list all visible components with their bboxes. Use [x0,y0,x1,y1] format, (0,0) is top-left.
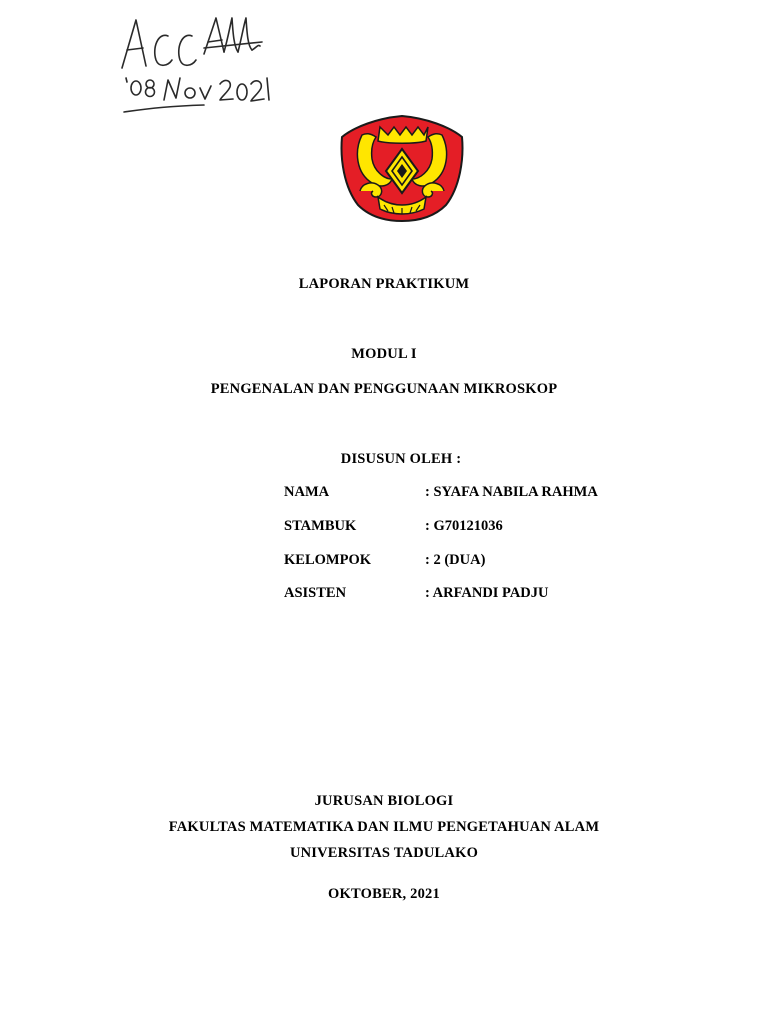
info-label: NAMA [284,484,330,500]
info-label: ASISTEN [284,585,347,601]
module-number: MODUL I [351,346,417,362]
department-name: JURUSAN BIOLOGI [314,793,454,809]
university-emblem-icon [338,113,466,223]
info-value: : G70121036 [425,518,503,534]
module-topic: PENGENALAN DAN PENGGUNAAN MIKROSKOP [210,381,558,397]
faculty-name: FAKULTAS MATEMATIKA DAN ILMU PENGETAHUAN ALAM [168,819,600,835]
report-date: OKTOBER, 2021 [328,886,440,902]
info-value: : SYAFA NABILA RAHMA [425,484,598,500]
info-row-student-id [284,518,644,538]
info-value: : 2 (DUA) [425,552,486,568]
prepared-by-heading: DISUSUN OLEH : [340,451,462,467]
handwritten-approval-signature [112,8,272,116]
info-row-assistant [284,585,644,605]
info-label: STAMBUK [284,518,357,534]
info-value: : ARFANDI PADJU [425,585,549,601]
info-row-name [284,484,644,504]
info-row-group [284,552,644,572]
info-label: KELOMPOK [284,552,371,568]
report-title: LAPORAN PRAKTIKUM [298,276,470,292]
university-name: UNIVERSITAS TADULAKO [289,845,479,861]
